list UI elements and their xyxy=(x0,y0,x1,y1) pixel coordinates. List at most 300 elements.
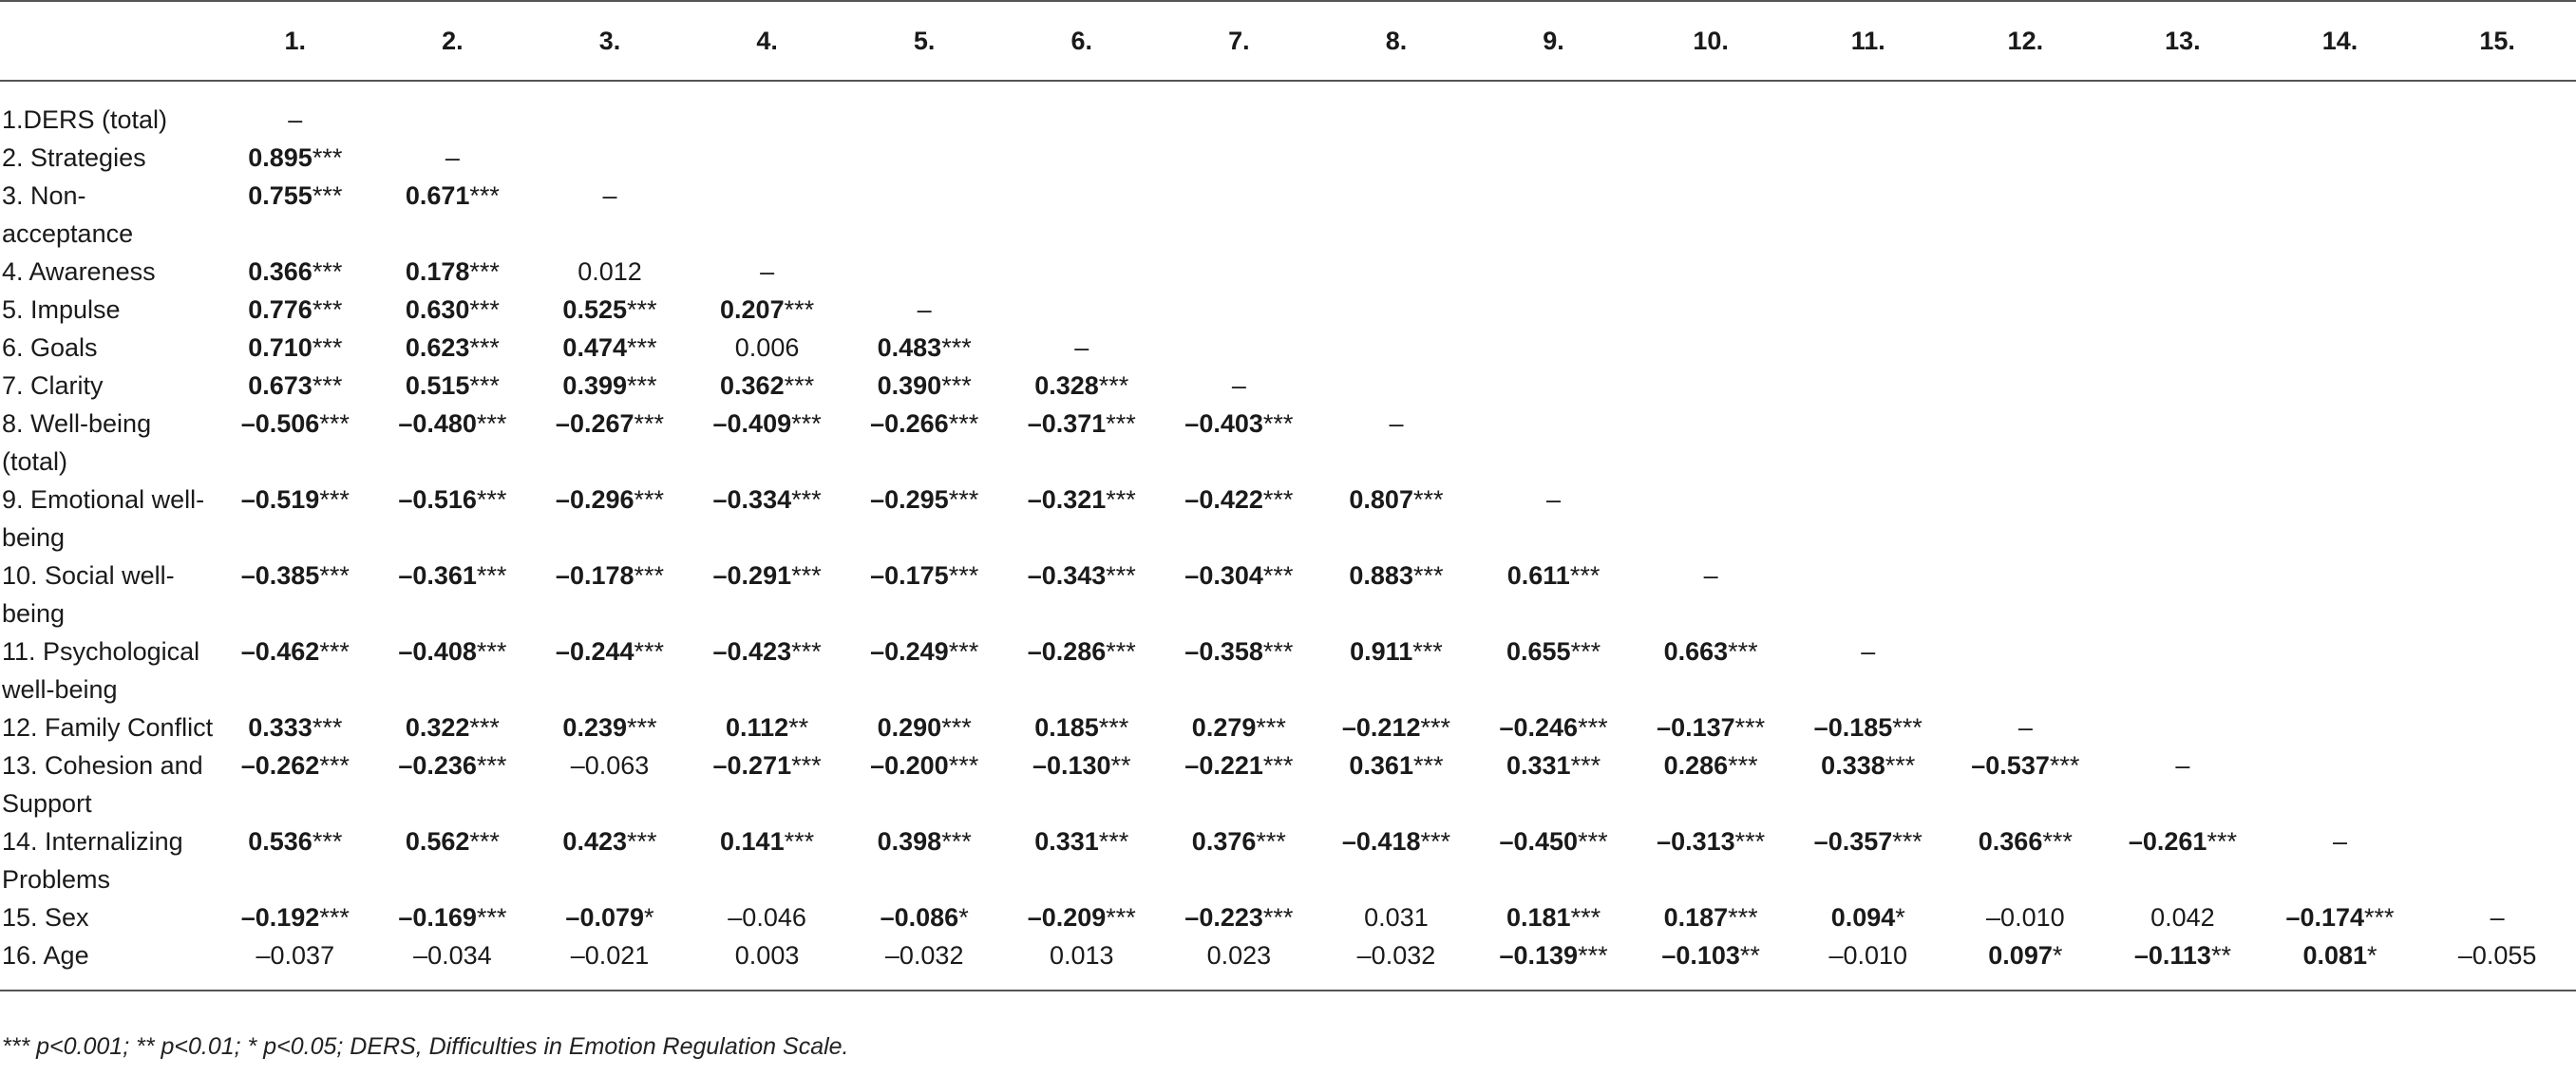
correlation-cell xyxy=(689,557,846,632)
correlation-cell xyxy=(689,253,846,291)
table-row xyxy=(0,329,2576,367)
significance-stars: *** xyxy=(319,485,350,514)
significance-stars: *** xyxy=(634,561,665,590)
empty-cell xyxy=(1790,329,1947,367)
correlation-cell xyxy=(374,329,532,367)
table-row xyxy=(0,177,2576,253)
correlation-cell xyxy=(531,746,689,822)
correlation-value: –0.169 xyxy=(398,903,477,932)
significance-stars: *** xyxy=(1098,371,1129,400)
correlation-cell xyxy=(689,632,846,708)
correlation-value: 0.399 xyxy=(562,371,627,400)
empty-cell xyxy=(1947,367,2105,405)
correlation-value: –0.361 xyxy=(398,561,477,590)
correlation-cell xyxy=(689,329,846,367)
row-label: 11. Psychological well-being xyxy=(2,637,200,704)
correlation-cell xyxy=(374,291,532,329)
correlation-value: –0.037 xyxy=(256,941,335,970)
correlation-value: –0.046 xyxy=(728,903,806,932)
empty-cell xyxy=(2262,557,2419,632)
correlation-value: 0.013 xyxy=(1049,941,1114,970)
correlation-cell xyxy=(374,253,532,291)
empty-cell xyxy=(2104,632,2262,708)
correlation-cell xyxy=(1790,936,1947,991)
empty-cell xyxy=(845,139,1003,177)
empty-cell xyxy=(1632,139,1790,177)
empty-cell xyxy=(2104,81,2262,139)
empty-cell xyxy=(1632,481,1790,557)
correlation-cell xyxy=(217,557,374,632)
table-row xyxy=(0,291,2576,329)
significance-stars: *** xyxy=(791,561,822,590)
correlation-value: –0.343 xyxy=(1027,561,1107,590)
correlation-value: 0.181 xyxy=(1506,903,1571,932)
column-header: 8. xyxy=(1317,1,1475,81)
column-header: 1. xyxy=(217,1,374,81)
correlation-cell xyxy=(1161,746,1318,822)
empty-cell xyxy=(1632,291,1790,329)
correlation-cell xyxy=(374,557,532,632)
significance-stars: *** xyxy=(1412,637,1443,666)
row-label: 13. Cohesion and Support xyxy=(2,751,203,818)
correlation-cell xyxy=(374,898,532,936)
correlation-value: 0.239 xyxy=(562,713,627,742)
correlation-value: –0.137 xyxy=(1657,713,1735,742)
correlation-cell xyxy=(531,291,689,329)
significance-stars: *** xyxy=(627,295,657,324)
empty-cell xyxy=(2262,367,2419,405)
empty-cell xyxy=(2104,405,2262,481)
correlation-cell xyxy=(1475,936,1633,991)
correlation-value: –0.385 xyxy=(240,561,320,590)
correlation-value: – xyxy=(602,181,617,210)
correlation-cell xyxy=(1003,367,1161,405)
correlation-value: –0.010 xyxy=(1828,941,1908,970)
correlation-value: –0.296 xyxy=(555,485,635,514)
correlation-cell xyxy=(217,177,374,253)
correlation-value: –0.192 xyxy=(240,903,320,932)
correlation-cell xyxy=(531,253,689,291)
significance-stars: *** xyxy=(476,751,507,780)
empty-cell xyxy=(1317,291,1475,329)
empty-cell xyxy=(1947,329,2105,367)
correlation-cell xyxy=(845,746,1003,822)
empty-cell xyxy=(1947,253,2105,291)
correlation-value: – xyxy=(288,105,303,134)
correlation-cell xyxy=(845,329,1003,367)
empty-cell xyxy=(2262,632,2419,708)
significance-stars: *** xyxy=(948,751,979,780)
column-header: 10. xyxy=(1632,1,1790,81)
correlation-value: 0.895 xyxy=(248,143,313,172)
correlation-value: 0.366 xyxy=(1978,827,2043,856)
empty-cell xyxy=(1632,177,1790,253)
empty-cell xyxy=(2104,253,2262,291)
significance-stars: *** xyxy=(1262,903,1294,932)
correlation-value: 0.042 xyxy=(2150,903,2215,932)
correlation-value: –0.079 xyxy=(565,903,645,932)
significance-stars: *** xyxy=(1892,713,1923,742)
significance-stars: *** xyxy=(1256,827,1286,856)
correlation-value: –0.450 xyxy=(1499,827,1579,856)
correlation-value: – xyxy=(2490,903,2505,932)
correlation-cell xyxy=(1475,481,1633,557)
significance-stars: ** xyxy=(1110,751,1131,780)
significance-stars: *** xyxy=(476,637,507,666)
correlation-value: 0.655 xyxy=(1506,637,1571,666)
significance-stars: *** xyxy=(312,257,343,286)
empty-cell xyxy=(2262,253,2419,291)
empty-cell xyxy=(2262,291,2419,329)
correlation-cell xyxy=(1161,557,1318,632)
correlation-value: – xyxy=(2017,713,2033,742)
column-header: 5. xyxy=(845,1,1003,81)
column-header: 15. xyxy=(2418,1,2576,81)
significance-stars: *** xyxy=(319,409,350,438)
correlation-cell xyxy=(1317,746,1475,822)
row-label: 16. Age xyxy=(0,936,217,991)
correlation-cell xyxy=(1161,708,1318,746)
empty-cell xyxy=(1632,329,1790,367)
correlation-cell xyxy=(2418,898,2576,936)
correlation-value: 0.710 xyxy=(248,333,313,362)
correlation-cell xyxy=(1003,708,1161,746)
empty-cell xyxy=(1003,139,1161,177)
empty-cell xyxy=(1947,177,2105,253)
empty-cell xyxy=(1475,291,1633,329)
significance-stars: ** xyxy=(2210,941,2231,970)
empty-cell xyxy=(1947,139,2105,177)
significance-stars: *** xyxy=(476,903,507,932)
empty-cell xyxy=(1475,177,1633,253)
correlation-cell xyxy=(689,746,846,822)
column-header: 12. xyxy=(1947,1,2105,81)
correlation-cell xyxy=(374,367,532,405)
correlation-cell xyxy=(531,898,689,936)
correlation-cell xyxy=(217,822,374,898)
correlation-cell xyxy=(1161,481,1318,557)
significance-stars: *** xyxy=(469,257,500,286)
correlation-cell xyxy=(2104,822,2262,898)
correlation-cell xyxy=(1161,936,1318,991)
correlation-value: 0.141 xyxy=(720,827,785,856)
empty-cell xyxy=(2104,367,2262,405)
correlation-value: –0.462 xyxy=(240,637,320,666)
correlation-value: –0.304 xyxy=(1184,561,1263,590)
significance-stars: *** xyxy=(1892,827,1923,856)
empty-cell xyxy=(1790,557,1947,632)
empty-cell xyxy=(1790,177,1947,253)
correlation-cell xyxy=(2104,746,2262,822)
correlation-value: –0.261 xyxy=(2128,827,2207,856)
correlation-cell xyxy=(845,822,1003,898)
correlation-value: 0.006 xyxy=(734,333,800,362)
significance-stars: *** xyxy=(1262,409,1294,438)
significance-stars: *** xyxy=(1262,637,1294,666)
correlation-cell xyxy=(1947,708,2105,746)
empty-cell xyxy=(1632,253,1790,291)
empty-cell xyxy=(2418,746,2576,822)
table-row xyxy=(0,367,2576,405)
correlation-value: –0.223 xyxy=(1184,903,1263,932)
correlation-cell xyxy=(1475,632,1633,708)
correlation-cell xyxy=(1475,557,1633,632)
empty-cell xyxy=(2262,405,2419,481)
correlation-value: –0.200 xyxy=(870,751,949,780)
empty-cell xyxy=(1317,329,1475,367)
significance-stars: * xyxy=(1895,903,1905,932)
correlation-cell xyxy=(1161,405,1318,481)
correlation-cell xyxy=(531,822,689,898)
correlation-cell xyxy=(1475,898,1633,936)
empty-cell xyxy=(1790,81,1947,139)
correlation-value: –0.403 xyxy=(1184,409,1263,438)
correlation-cell xyxy=(374,139,532,177)
significance-stars: *** xyxy=(476,485,507,514)
empty-cell xyxy=(1790,481,1947,557)
empty-cell xyxy=(1317,253,1475,291)
significance-stars: *** xyxy=(476,409,507,438)
empty-cell xyxy=(1790,253,1947,291)
significance-stars: *** xyxy=(2049,751,2080,780)
significance-stars: *** xyxy=(469,827,500,856)
empty-cell xyxy=(2418,632,2576,708)
correlation-cell xyxy=(374,405,532,481)
empty-cell xyxy=(1475,405,1633,481)
correlation-value: –0.519 xyxy=(240,485,320,514)
correlation-value: –0.221 xyxy=(1184,751,1263,780)
correlation-cell xyxy=(2262,822,2419,898)
empty-cell xyxy=(1475,81,1633,139)
correlation-value: –0.103 xyxy=(1661,941,1740,970)
correlation-value: 0.207 xyxy=(720,295,785,324)
correlation-value: 0.483 xyxy=(877,333,942,362)
empty-cell xyxy=(1790,367,1947,405)
correlation-cell xyxy=(1003,405,1161,481)
empty-cell xyxy=(531,139,689,177)
empty-cell xyxy=(689,177,846,253)
correlation-cell xyxy=(374,481,532,557)
significance-stars: *** xyxy=(1106,561,1136,590)
correlation-value: – xyxy=(1389,409,1404,438)
correlation-value: – xyxy=(2175,751,2190,780)
table-row xyxy=(0,557,2576,632)
significance-stars: *** xyxy=(634,485,665,514)
correlation-value: –0.055 xyxy=(2457,941,2537,970)
correlation-cell xyxy=(689,898,846,936)
correlation-value: 0.911 xyxy=(1350,637,1413,666)
empty-cell xyxy=(1632,81,1790,139)
correlation-value: –0.408 xyxy=(398,637,477,666)
correlation-cell xyxy=(374,746,532,822)
correlation-cell xyxy=(1161,822,1318,898)
table-row xyxy=(0,746,2576,822)
table-footnote: *** p<0.001; ** p<0.01; * p<0.05; DERS, Difficulties in Emotion Regulation Scale. xyxy=(2,1033,849,1060)
significance-stars: *** xyxy=(469,371,500,400)
correlation-cell xyxy=(1632,557,1790,632)
correlation-value: 0.671 xyxy=(405,181,470,210)
correlation-value: –0.236 xyxy=(398,751,477,780)
correlation-value: –0.139 xyxy=(1499,941,1579,970)
empty-cell xyxy=(2418,822,2576,898)
correlation-cell xyxy=(1317,708,1475,746)
column-header: 9. xyxy=(1475,1,1633,81)
row-label: 7. Clarity xyxy=(2,371,104,400)
correlation-cell xyxy=(1632,632,1790,708)
correlation-value: –0.021 xyxy=(570,941,650,970)
correlation-value: 0.187 xyxy=(1663,903,1729,932)
correlation-cell xyxy=(1947,936,2105,991)
empty-cell xyxy=(531,81,689,139)
significance-stars: *** xyxy=(791,751,822,780)
column-header: 7. xyxy=(1161,1,1318,81)
significance-stars: *** xyxy=(1098,827,1129,856)
significance-stars: *** xyxy=(948,485,979,514)
column-header: 4. xyxy=(689,1,846,81)
table-row xyxy=(0,822,2576,898)
significance-stars: *** xyxy=(476,561,507,590)
correlation-cell xyxy=(1475,822,1633,898)
significance-stars: *** xyxy=(784,371,815,400)
column-header: 6. xyxy=(1003,1,1161,81)
empty-cell xyxy=(1947,291,2105,329)
correlation-cell xyxy=(217,898,374,936)
empty-cell xyxy=(2418,253,2576,291)
correlation-value: –0.209 xyxy=(1027,903,1107,932)
significance-stars: *** xyxy=(1570,751,1601,780)
correlation-cell xyxy=(531,936,689,991)
correlation-value: 0.279 xyxy=(1191,713,1257,742)
significance-stars: *** xyxy=(627,713,657,742)
correlation-cell xyxy=(689,936,846,991)
empty-cell xyxy=(2104,291,2262,329)
correlation-value: 0.376 xyxy=(1191,827,1257,856)
empty-cell xyxy=(2418,367,2576,405)
correlation-value: –0.244 xyxy=(555,637,635,666)
correlation-cell xyxy=(531,405,689,481)
correlation-cell xyxy=(2104,898,2262,936)
significance-stars: *** xyxy=(1106,903,1136,932)
correlation-value: –0.130 xyxy=(1032,751,1111,780)
significance-stars: *** xyxy=(941,827,972,856)
correlation-cell xyxy=(1161,632,1318,708)
correlation-value: 0.366 xyxy=(248,257,313,286)
correlation-cell xyxy=(845,936,1003,991)
correlation-cell xyxy=(1632,708,1790,746)
empty-cell xyxy=(1003,253,1161,291)
correlation-cell xyxy=(217,291,374,329)
correlation-value: – xyxy=(1703,561,1718,590)
correlation-cell xyxy=(689,367,846,405)
correlation-value: –0.249 xyxy=(870,637,949,666)
empty-cell xyxy=(1632,367,1790,405)
correlation-value: 0.328 xyxy=(1034,371,1099,400)
empty-cell xyxy=(2262,81,2419,139)
correlation-value: 0.361 xyxy=(1349,751,1413,780)
empty-cell xyxy=(2262,139,2419,177)
correlation-value: 0.623 xyxy=(405,333,470,362)
significance-stars: *** xyxy=(312,713,343,742)
significance-stars: *** xyxy=(312,827,343,856)
correlation-cell xyxy=(845,367,1003,405)
significance-stars: * xyxy=(644,903,654,932)
correlation-value: 0.003 xyxy=(734,941,800,970)
correlation-value: 0.755 xyxy=(248,181,313,210)
empty-cell xyxy=(1475,329,1633,367)
correlation-value: –0.178 xyxy=(555,561,635,590)
significance-stars: * xyxy=(2052,941,2063,970)
correlation-value: –0.034 xyxy=(413,941,492,970)
correlation-value: – xyxy=(2333,827,2348,856)
correlation-cell xyxy=(1317,822,1475,898)
row-label: 6. Goals xyxy=(2,333,98,362)
correlation-value: 0.023 xyxy=(1206,941,1272,970)
empty-cell xyxy=(2418,708,2576,746)
correlation-cell xyxy=(1317,481,1475,557)
significance-stars: *** xyxy=(1578,827,1608,856)
correlation-cell xyxy=(689,708,846,746)
correlation-value: 0.398 xyxy=(877,827,942,856)
correlation-value: 0.094 xyxy=(1830,903,1896,932)
significance-stars: *** xyxy=(1570,637,1601,666)
column-header: 13. xyxy=(2104,1,2262,81)
significance-stars: ** xyxy=(1739,941,1760,970)
row-label: 3. Non-acceptance xyxy=(2,181,134,248)
correlation-value: –0.262 xyxy=(240,751,320,780)
correlation-value: –0.418 xyxy=(1341,827,1421,856)
correlation-value: 0.333 xyxy=(248,713,313,742)
correlation-cell xyxy=(1003,329,1161,367)
correlation-cell xyxy=(531,708,689,746)
correlation-value: –0.032 xyxy=(884,941,964,970)
correlation-cell xyxy=(1161,898,1318,936)
correlation-value: –0.321 xyxy=(1027,485,1107,514)
empty-cell xyxy=(2418,177,2576,253)
significance-stars: ** xyxy=(788,713,809,742)
empty-cell xyxy=(1947,632,2105,708)
significance-stars: *** xyxy=(1420,713,1451,742)
correlation-value: –0.480 xyxy=(398,409,477,438)
significance-stars: *** xyxy=(948,637,979,666)
row-label: 9. Emotional well-being xyxy=(2,485,205,552)
correlation-cell xyxy=(531,367,689,405)
correlation-cell xyxy=(1317,936,1475,991)
empty-cell xyxy=(1161,81,1318,139)
correlation-cell xyxy=(845,708,1003,746)
significance-stars: *** xyxy=(784,827,815,856)
significance-stars: *** xyxy=(469,181,500,210)
correlation-value: 0.776 xyxy=(248,295,313,324)
correlation-cell xyxy=(1790,708,1947,746)
significance-stars: *** xyxy=(319,637,350,666)
significance-stars: * xyxy=(958,903,969,932)
correlation-cell xyxy=(1003,746,1161,822)
row-label: 2. Strategies xyxy=(2,143,146,172)
correlation-value: –0.286 xyxy=(1027,637,1107,666)
significance-stars: *** xyxy=(1885,751,1916,780)
correlation-value: –0.516 xyxy=(398,485,477,514)
empty-cell xyxy=(2104,708,2262,746)
correlation-value: 0.807 xyxy=(1349,485,1413,514)
correlation-value: –0.358 xyxy=(1184,637,1263,666)
correlation-value: 0.097 xyxy=(1988,941,2053,970)
correlation-value: 0.390 xyxy=(877,371,942,400)
correlation-cell xyxy=(217,632,374,708)
correlation-value: –0.032 xyxy=(1356,941,1436,970)
significance-stars: *** xyxy=(1106,485,1136,514)
empty-cell xyxy=(2104,329,2262,367)
correlation-cell xyxy=(845,405,1003,481)
